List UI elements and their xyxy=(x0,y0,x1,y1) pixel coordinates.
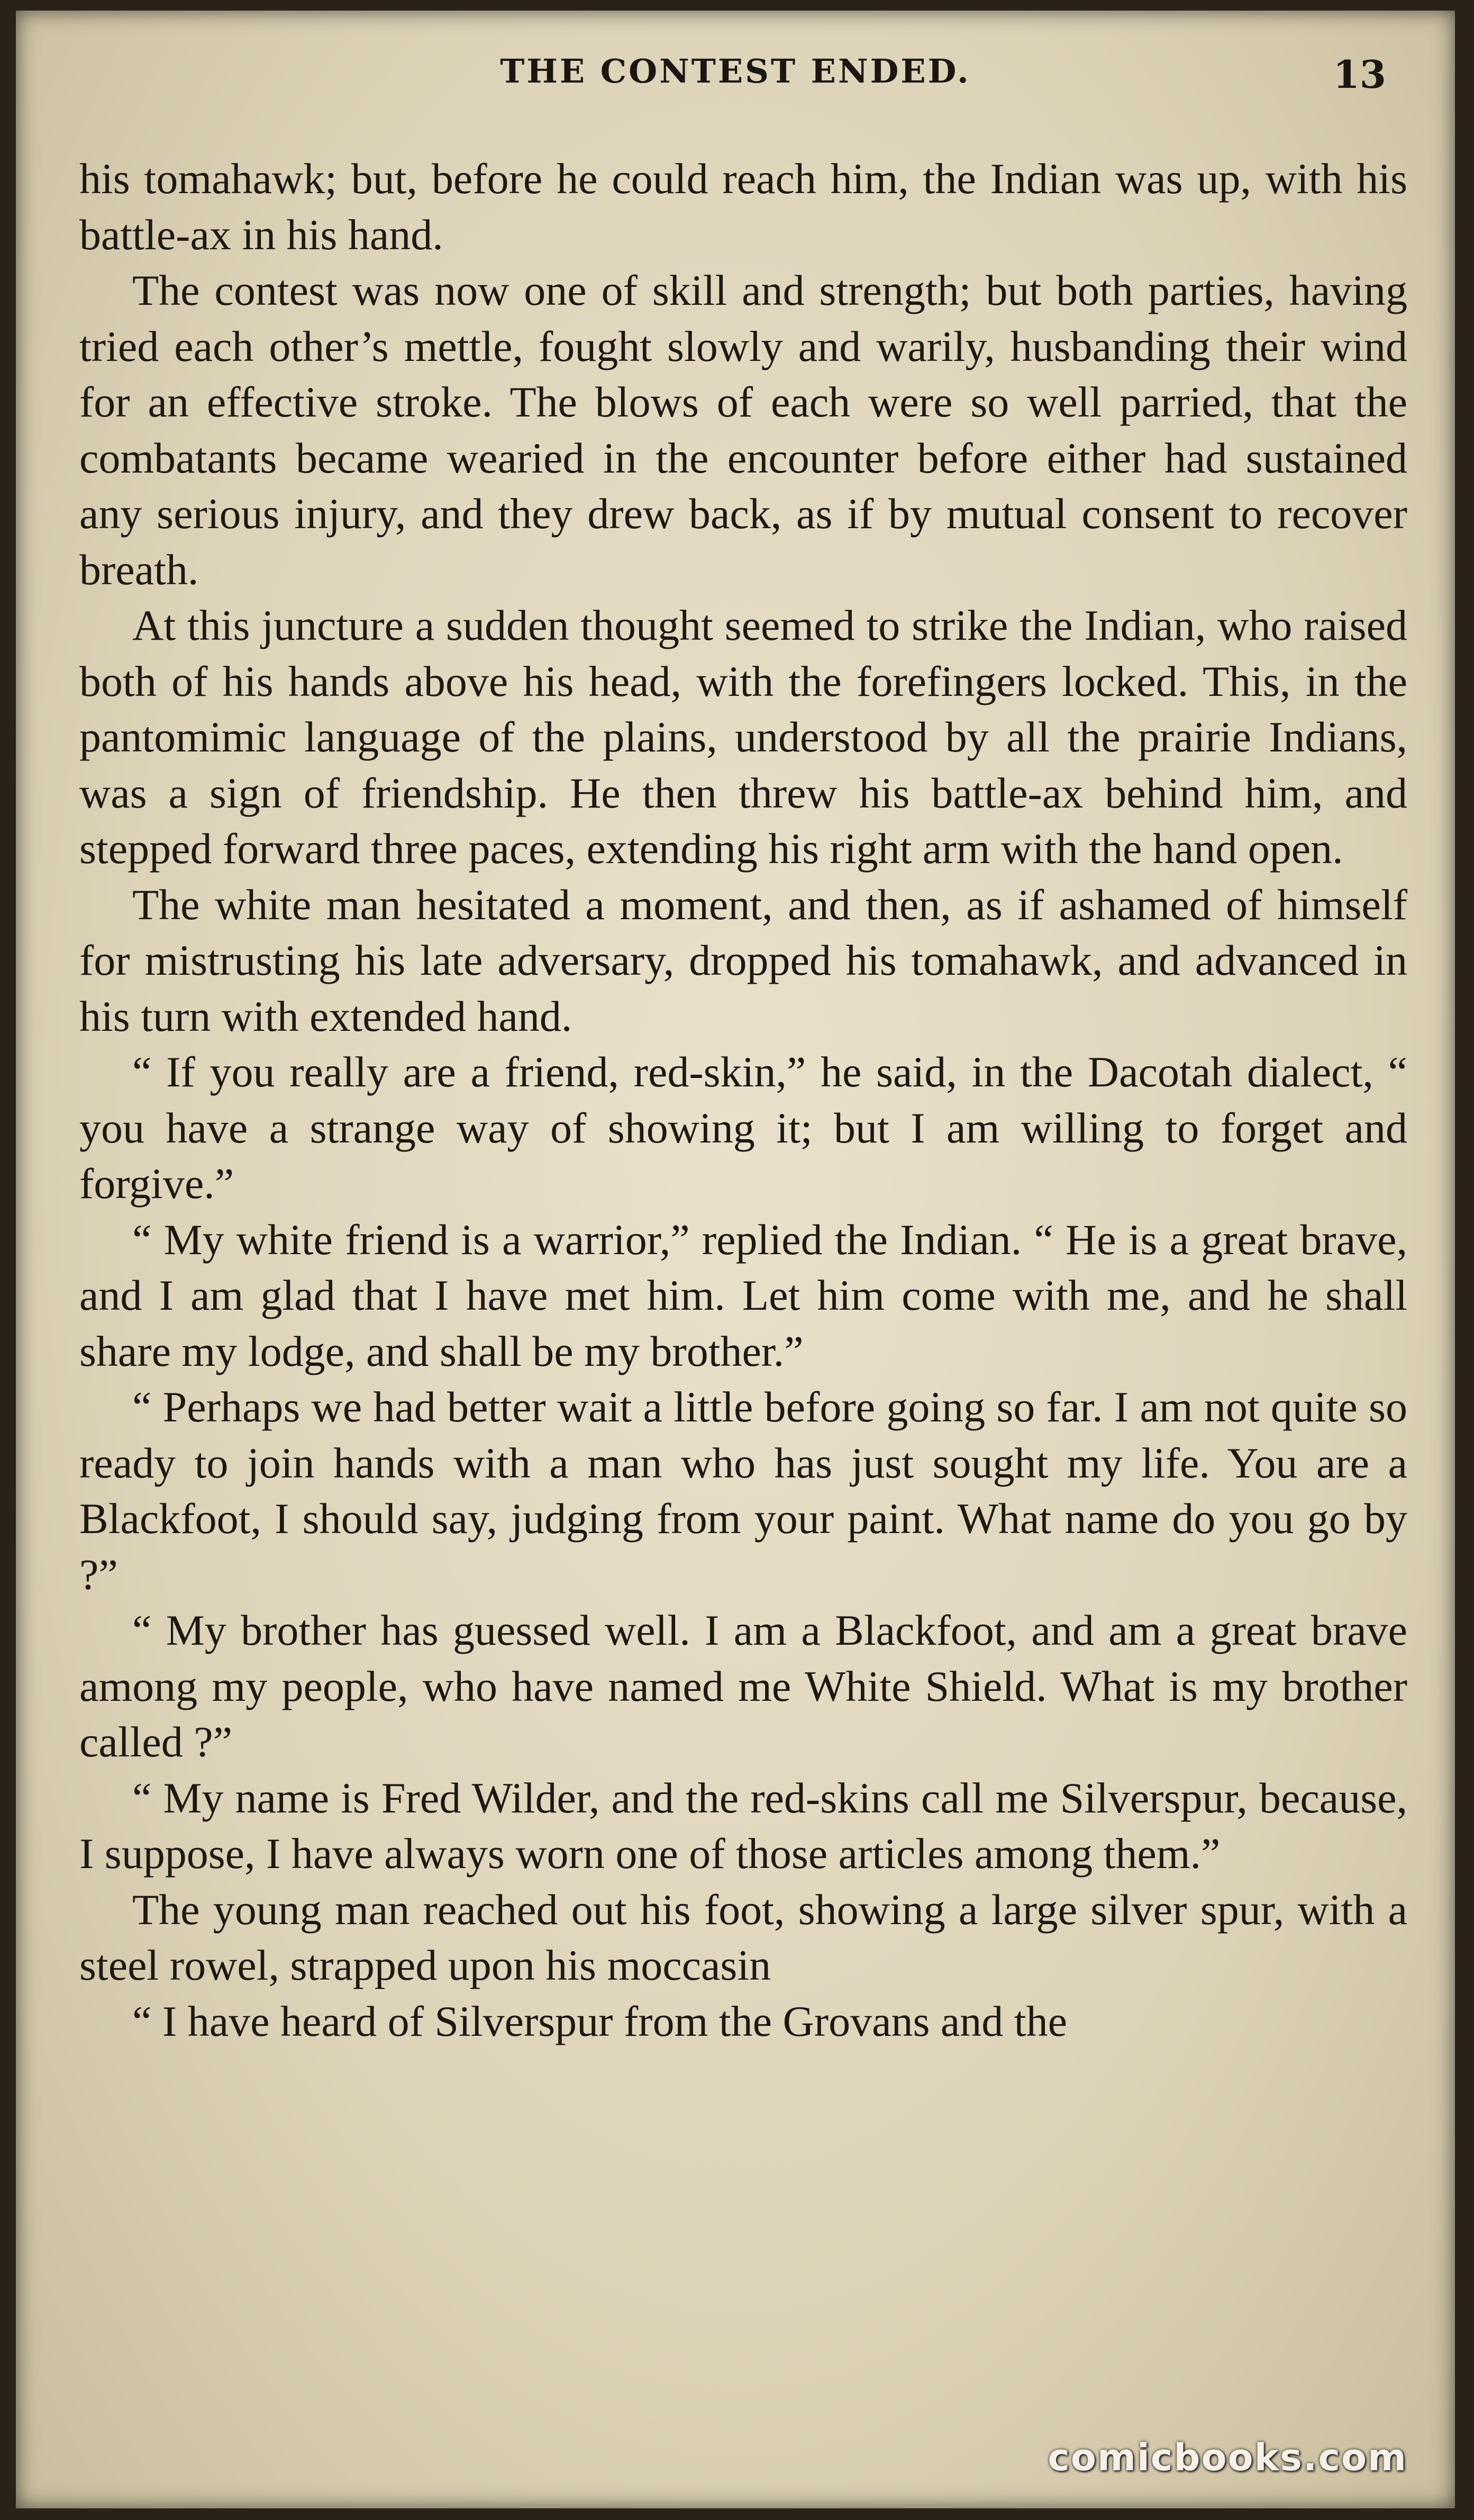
book-page xyxy=(16,11,1455,2508)
paragraph: “ I have heard of Silverspur from the Grovans and the xyxy=(132,1997,1067,2045)
running-head-title: THE CONTEST ENDED. xyxy=(500,52,971,90)
paragraph: his tomahawk; but, before he could reach him, the Indian was up, with his battle-ax in his hand. xyxy=(79,155,1407,259)
paragraph: The white man hesitated a moment, and then, as if ashamed of himself for mistrusting his late adversary, dropped his tomahawk, and advanced in his turn with extended hand. xyxy=(79,880,1407,1040)
watermark: comicbooks.com xyxy=(1048,2436,1407,2479)
paragraph: “ My white friend is a warrior,” replied the Indian. “ He is a great brave, and I am glad that I have met him. Let him come with me, and he shall share my lodge, and shall be my brother.” xyxy=(79,1215,1407,1375)
paragraph: “ My brother has guessed well. I am a Blackfoot, and am a great brave among my people, who have named me White Shield. What is my brother called ?” xyxy=(79,1606,1407,1766)
paragraph: At this juncture a sudden thought seemed to strike the Indian, who raised both of his hands above his head, with the forefingers locked. This, in the pantomimic language of the plains, understood by all the prairie Indians, was a sign of friendship. He then threw his battle-ax behind him, and stepped forward three paces, extending his right arm with the hand open. xyxy=(79,601,1407,873)
paragraph: The young man reached out his foot, showing a large silver spur, with a steel rowel, strapped upon his moccasin xyxy=(79,1885,1407,1989)
page-number: 13 xyxy=(1333,52,1386,97)
paragraph: The contest was now one of skill and strength; but both parties, having tried each other’s mettle, fought slowly and warily, husbanding their wind for an effective stroke. The blows of each were so well parried, that the combatants became wearied in the encounter before either had sustained any serious injury, and they drew back, as if by mutual consent to recover breath. xyxy=(79,266,1407,594)
body-text xyxy=(79,151,1407,2049)
running-head xyxy=(16,52,1455,99)
paragraph: “ Perhaps we had better wait a little before going so far. I am not quite so ready to join hands with a man who has just sought my life. You are a Blackfoot, I should say, judging from your paint. What name do you go by ?” xyxy=(79,1383,1407,1599)
paragraph: “ My name is Fred Wilder, and the red-skins call me Silverspur, because, I suppose, I have always worn one of those articles among them.” xyxy=(79,1773,1407,1878)
paragraph: “ If you really are a friend, red-skin,” he said, in the Dacotah dialect, “ you have a strange way of showing it; but I am willing to forget and forgive.” xyxy=(79,1048,1407,1208)
